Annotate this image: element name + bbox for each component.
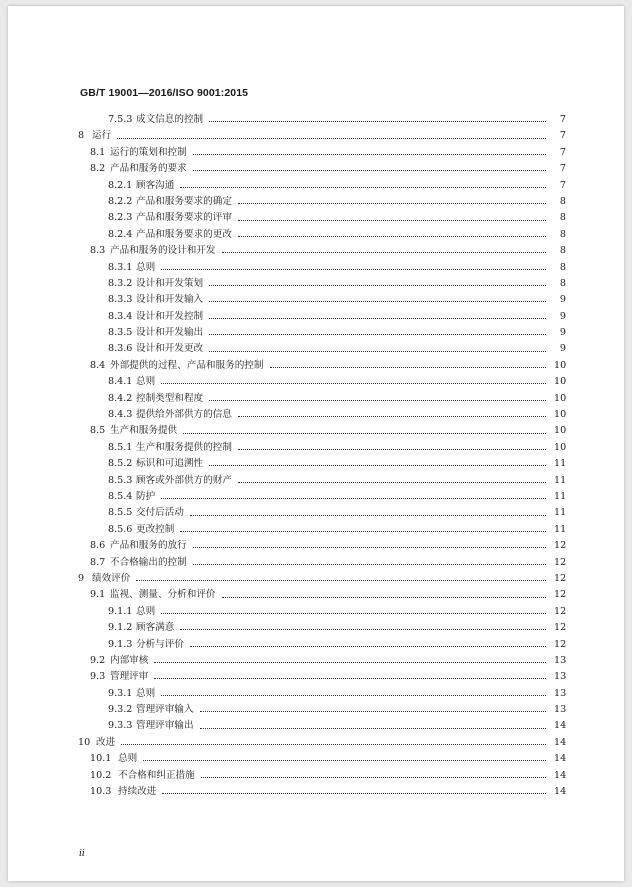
toc-entry[interactable] bbox=[78, 620, 566, 636]
toc-entry[interactable] bbox=[78, 276, 566, 292]
toc-entry-number: 8.2.2 bbox=[108, 195, 133, 207]
toc-entry[interactable] bbox=[78, 489, 566, 505]
standard-header: GB/T 19001—2016/ISO 9001:2015 bbox=[80, 87, 249, 99]
dot-leader bbox=[238, 236, 546, 237]
toc-entry-page: 12 bbox=[554, 589, 567, 601]
dot-leader bbox=[238, 482, 546, 483]
toc-entry-title: 分析与评价 bbox=[136, 638, 184, 650]
toc-entry-number: 10.3 bbox=[90, 786, 112, 798]
dot-leader bbox=[161, 613, 546, 614]
toc-entry-page: 7 bbox=[559, 130, 566, 142]
toc-entry-page: 8 bbox=[559, 195, 566, 207]
toc-entry-page: 8 bbox=[559, 245, 566, 257]
dot-leader bbox=[193, 154, 546, 155]
toc-entry-number: 8.4 bbox=[90, 359, 106, 371]
toc-entry-title: 成文信息的控制 bbox=[136, 114, 204, 125]
toc-entry-page: 12 bbox=[554, 638, 567, 650]
dot-leader bbox=[183, 433, 546, 434]
toc-entry-page: 14 bbox=[554, 753, 567, 765]
toc-entry-page: 13 bbox=[554, 704, 567, 716]
toc-entry-number: 8.3.1 bbox=[108, 261, 133, 273]
dot-leader bbox=[201, 777, 546, 778]
toc-entry-number: 8.3.5 bbox=[108, 327, 133, 339]
toc-entry-title: 总则 bbox=[136, 376, 156, 388]
dot-leader bbox=[238, 416, 546, 417]
dot-leader bbox=[121, 744, 546, 745]
toc-entry-page: 9 bbox=[559, 310, 566, 322]
toc-entry-number: 8.4.3 bbox=[108, 409, 133, 421]
toc-entry-title: 更改控制 bbox=[136, 523, 175, 535]
toc-entry-number: 9.3.3 bbox=[108, 720, 133, 732]
toc-entry-number: 9.3 bbox=[90, 671, 106, 683]
toc-entry-title: 产品和服务的要求 bbox=[110, 163, 187, 175]
toc-entry-title: 管理评审输入 bbox=[136, 704, 194, 716]
toc-entry-page: 8 bbox=[559, 228, 566, 240]
toc-entry[interactable] bbox=[78, 243, 566, 259]
toc-entry[interactable] bbox=[78, 522, 566, 538]
toc-entry-page: 8 bbox=[559, 212, 566, 224]
toc-entry-number: 8 bbox=[78, 130, 85, 142]
toc-entry-number: 8.1 bbox=[90, 146, 106, 158]
dot-leader bbox=[154, 662, 546, 663]
toc-entry-number: 8.2 bbox=[90, 163, 106, 175]
dot-leader bbox=[136, 580, 546, 581]
toc-entry-number: 8.5.2 bbox=[108, 458, 133, 470]
toc-entry-page: 10 bbox=[554, 376, 567, 388]
toc-entry-page: 12 bbox=[554, 540, 567, 552]
toc-entry-title: 运行的策划和控制 bbox=[110, 146, 187, 158]
toc-entry-title: 标识和可追溯性 bbox=[136, 458, 204, 470]
toc-entry[interactable] bbox=[78, 260, 566, 276]
toc-entry-page: 11 bbox=[554, 474, 567, 486]
toc-entry-number: 9 bbox=[78, 572, 85, 584]
toc-entry-title: 交付后活动 bbox=[136, 507, 184, 519]
toc-entry-number: 9.3.2 bbox=[108, 704, 133, 716]
dot-leader bbox=[222, 252, 546, 253]
toc-entry-page: 9 bbox=[559, 327, 566, 339]
dot-leader bbox=[209, 351, 546, 352]
toc-entry[interactable] bbox=[78, 555, 566, 571]
toc-entry-number: 8.4.1 bbox=[108, 376, 133, 388]
toc-entry[interactable] bbox=[78, 407, 566, 423]
dot-leader bbox=[117, 138, 546, 139]
toc-entry[interactable] bbox=[78, 210, 566, 226]
toc-entry-page: 9 bbox=[559, 294, 566, 306]
toc-entry-page: 11 bbox=[554, 523, 567, 535]
toc-entry[interactable] bbox=[78, 751, 566, 767]
toc-entry[interactable] bbox=[78, 309, 566, 325]
toc-entry-title: 不合格输出的控制 bbox=[110, 556, 187, 568]
toc-entry-title: 顾客沟通 bbox=[136, 179, 175, 191]
toc-entry-number: 9.3.1 bbox=[108, 687, 133, 699]
toc-entry-page: 13 bbox=[554, 671, 567, 683]
toc-entry-title: 总则 bbox=[136, 687, 156, 699]
toc-entry-page: 14 bbox=[554, 786, 567, 798]
toc-entry-number: 9.1.1 bbox=[108, 605, 133, 617]
dot-leader bbox=[200, 728, 546, 729]
dot-leader bbox=[209, 400, 546, 401]
toc-entry[interactable] bbox=[78, 112, 566, 128]
toc-entry-page: 7 bbox=[559, 146, 566, 158]
toc-entry-title: 设计和开发策划 bbox=[136, 277, 204, 289]
toc-entry-title: 总则 bbox=[136, 605, 156, 617]
toc-entry-page: 7 bbox=[559, 114, 566, 125]
toc-entry[interactable] bbox=[78, 161, 566, 177]
dot-leader bbox=[209, 318, 546, 319]
toc-entry-number: 8.3.2 bbox=[108, 277, 133, 289]
toc-entry-page: 12 bbox=[554, 622, 567, 634]
document-page bbox=[8, 6, 624, 881]
table-of-contents bbox=[78, 112, 566, 800]
toc-entry-title: 控制类型和程度 bbox=[136, 392, 204, 404]
dot-leader bbox=[238, 220, 546, 221]
toc-entry-title: 生产和服务提供的控制 bbox=[136, 441, 232, 453]
dot-leader bbox=[161, 695, 546, 696]
toc-entry[interactable] bbox=[78, 669, 566, 685]
toc-entry[interactable] bbox=[78, 702, 566, 718]
toc-entry-page: 11 bbox=[554, 458, 567, 470]
toc-entry[interactable] bbox=[78, 358, 566, 374]
dot-leader bbox=[209, 301, 546, 302]
dot-leader bbox=[209, 465, 546, 466]
toc-entry-title: 设计和开发输入 bbox=[136, 294, 204, 306]
toc-entry-number: 8.2.4 bbox=[108, 228, 133, 240]
toc-entry-page: 12 bbox=[554, 556, 567, 568]
toc-entry-title: 管理评审输出 bbox=[136, 720, 194, 732]
toc-entry[interactable] bbox=[78, 473, 566, 489]
toc-entry[interactable] bbox=[78, 571, 566, 587]
toc-entry[interactable] bbox=[78, 423, 566, 439]
toc-entry-number: 8.5 bbox=[90, 425, 106, 437]
toc-entry[interactable] bbox=[78, 440, 566, 456]
toc-entry-number: 8.2.1 bbox=[108, 179, 133, 191]
dot-leader bbox=[193, 547, 546, 548]
toc-entry[interactable] bbox=[78, 784, 566, 800]
toc-entry-page: 10 bbox=[554, 425, 567, 437]
toc-entry-title: 顾客满意 bbox=[136, 622, 175, 634]
toc-entry-number: 9.1.3 bbox=[108, 638, 133, 650]
dot-leader bbox=[180, 187, 546, 188]
toc-entry[interactable] bbox=[78, 538, 566, 554]
dot-leader bbox=[161, 383, 546, 384]
toc-entry-number: 8.5.6 bbox=[108, 523, 133, 535]
toc-entry-page: 10 bbox=[554, 392, 567, 404]
toc-entry[interactable] bbox=[78, 686, 566, 702]
toc-entry[interactable] bbox=[78, 768, 566, 784]
toc-entry[interactable] bbox=[78, 637, 566, 653]
toc-entry[interactable] bbox=[78, 505, 566, 521]
dot-leader bbox=[154, 678, 546, 679]
toc-entry[interactable] bbox=[78, 194, 566, 210]
toc-entry-title: 生产和服务提供 bbox=[110, 425, 178, 437]
toc-entry-page: 11 bbox=[554, 490, 567, 502]
dot-leader bbox=[180, 531, 546, 532]
dot-leader bbox=[209, 285, 546, 286]
toc-entry-title: 产品和服务要求的确定 bbox=[136, 195, 232, 207]
toc-entry-number: 10.2 bbox=[90, 769, 112, 781]
toc-entry[interactable] bbox=[78, 735, 566, 751]
toc-entry[interactable] bbox=[78, 587, 566, 603]
dot-leader bbox=[200, 711, 546, 712]
toc-entry-page: 7 bbox=[559, 163, 566, 175]
toc-entry-title: 运行 bbox=[92, 130, 112, 142]
toc-entry-page: 9 bbox=[559, 343, 566, 355]
toc-entry-title: 持续改进 bbox=[118, 786, 157, 798]
toc-entry-title: 产品和服务要求的更改 bbox=[136, 228, 232, 240]
dot-leader bbox=[270, 367, 547, 368]
toc-entry-number: 8.3.6 bbox=[108, 343, 133, 355]
toc-entry-title: 设计和开发更改 bbox=[136, 343, 204, 355]
toc-entry[interactable] bbox=[78, 456, 566, 472]
page-number-footer: ii bbox=[79, 849, 85, 859]
toc-entry-number: 8.3.4 bbox=[108, 310, 133, 322]
dot-leader bbox=[193, 170, 546, 171]
toc-entry-title: 设计和开发输出 bbox=[136, 327, 204, 339]
toc-entry[interactable] bbox=[78, 341, 566, 357]
toc-entry-page: 8 bbox=[559, 261, 566, 273]
toc-entry[interactable] bbox=[78, 325, 566, 341]
dot-leader bbox=[190, 646, 546, 647]
dot-leader bbox=[209, 121, 546, 122]
toc-entry-number: 8.5.4 bbox=[108, 490, 133, 502]
toc-entry-number: 10.1 bbox=[90, 753, 112, 765]
toc-entry-page: 10 bbox=[554, 441, 567, 453]
toc-entry-number: 9.2 bbox=[90, 654, 106, 666]
dot-leader bbox=[161, 269, 546, 270]
toc-entry-title: 总则 bbox=[118, 753, 138, 765]
toc-entry-number: 7.5.3 bbox=[108, 114, 133, 125]
toc-entry-page: 10 bbox=[554, 409, 567, 421]
toc-entry-page: 14 bbox=[554, 736, 567, 748]
toc-entry-title: 绩效评价 bbox=[92, 572, 131, 584]
dot-leader bbox=[180, 629, 546, 630]
toc-entry[interactable] bbox=[78, 128, 566, 144]
toc-entry[interactable] bbox=[78, 227, 566, 243]
toc-entry-number: 10 bbox=[78, 736, 91, 748]
dot-leader bbox=[209, 334, 546, 335]
toc-entry-page: 12 bbox=[554, 605, 567, 617]
toc-entry-title: 产品和服务的设计和开发 bbox=[110, 245, 216, 257]
toc-entry-number: 8.2.3 bbox=[108, 212, 133, 224]
toc-entry-number: 8.4.2 bbox=[108, 392, 133, 404]
dot-leader bbox=[193, 564, 546, 565]
dot-leader bbox=[238, 449, 546, 450]
toc-entry-page: 7 bbox=[559, 179, 566, 191]
toc-entry[interactable] bbox=[78, 178, 566, 194]
toc-entry[interactable] bbox=[78, 391, 566, 407]
dot-leader bbox=[161, 498, 546, 499]
toc-entry-title: 内部审核 bbox=[110, 654, 149, 666]
toc-entry-number: 8.3 bbox=[90, 245, 106, 257]
toc-entry-title: 设计和开发控制 bbox=[136, 310, 204, 322]
toc-entry-page: 10 bbox=[554, 359, 567, 371]
toc-entry[interactable] bbox=[78, 374, 566, 390]
dot-leader bbox=[143, 760, 546, 761]
toc-entry[interactable] bbox=[78, 718, 566, 734]
toc-entry-page: 11 bbox=[554, 507, 567, 519]
dot-leader bbox=[238, 203, 546, 204]
toc-entry-page: 14 bbox=[554, 720, 567, 732]
toc-entry-page: 13 bbox=[554, 654, 567, 666]
toc-entry-title: 管理评审 bbox=[110, 671, 149, 683]
toc-entry-title: 产品和服务的放行 bbox=[110, 540, 187, 552]
toc-entry-title: 产品和服务要求的评审 bbox=[136, 212, 232, 224]
toc-entry-number: 8.7 bbox=[90, 556, 106, 568]
toc-entry-number: 8.5.3 bbox=[108, 474, 133, 486]
toc-entry-page: 8 bbox=[559, 277, 566, 289]
toc-entry[interactable] bbox=[78, 604, 566, 620]
toc-entry-number: 8.3.3 bbox=[108, 294, 133, 306]
toc-entry-page: 13 bbox=[554, 687, 567, 699]
toc-entry-title: 防护 bbox=[136, 490, 156, 502]
dot-leader bbox=[222, 597, 546, 598]
toc-entry-number: 9.1 bbox=[90, 589, 106, 601]
toc-entry-number: 8.5.1 bbox=[108, 441, 133, 453]
toc-entry-title: 改进 bbox=[96, 736, 116, 748]
toc-entry-number: 8.5.5 bbox=[108, 507, 133, 519]
toc-entry-page: 12 bbox=[554, 572, 567, 584]
toc-entry-title: 不合格和纠正措施 bbox=[118, 769, 195, 781]
toc-entry-title: 外部提供的过程、产品和服务的控制 bbox=[110, 359, 264, 371]
toc-entry[interactable] bbox=[78, 292, 566, 308]
toc-entry-title: 总则 bbox=[136, 261, 156, 273]
toc-entry[interactable] bbox=[78, 653, 566, 669]
dot-leader bbox=[190, 515, 546, 516]
toc-entry-title: 提供给外部供方的信息 bbox=[136, 409, 232, 421]
toc-entry-number: 8.6 bbox=[90, 540, 106, 552]
toc-entry-number: 9.1.2 bbox=[108, 622, 133, 634]
toc-entry-title: 顾客或外部供方的财产 bbox=[136, 474, 232, 486]
toc-entry[interactable] bbox=[78, 145, 566, 161]
dot-leader bbox=[162, 793, 546, 794]
toc-entry-page: 14 bbox=[554, 769, 567, 781]
toc-entry-title: 监视、测量、分析和评价 bbox=[110, 589, 216, 601]
